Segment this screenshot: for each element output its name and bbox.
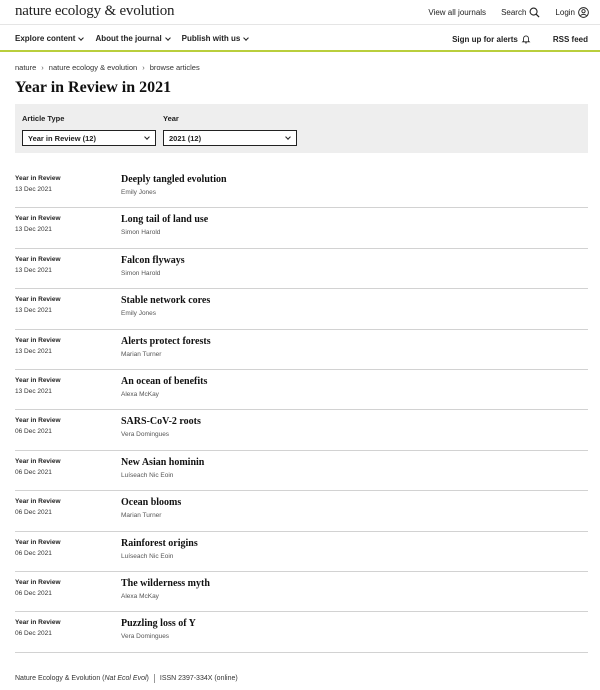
article-title-link[interactable]: Falcon flyways bbox=[121, 254, 185, 266]
login-button[interactable] bbox=[555, 7, 589, 18]
year-label: Year bbox=[163, 114, 179, 123]
top-bar bbox=[0, 0, 600, 25]
article-title-link[interactable]: Long tail of land use bbox=[121, 214, 209, 226]
article-title-link[interactable]: Deeply tangled evolution bbox=[121, 174, 227, 185]
article-row bbox=[15, 249, 588, 289]
article-type: Year in Review bbox=[15, 498, 61, 506]
article-title-link[interactable]: An ocean of benefits bbox=[121, 375, 208, 387]
year-value: 2021 (12) bbox=[169, 134, 202, 143]
article-row bbox=[15, 532, 588, 572]
article-type: Year in Review bbox=[15, 175, 61, 182]
user-icon bbox=[578, 7, 589, 18]
search-button[interactable] bbox=[501, 7, 540, 18]
article-date: 13 Dec 2021 bbox=[15, 387, 52, 395]
article-row bbox=[15, 572, 588, 612]
breadcrumb-current: browse articles bbox=[149, 63, 200, 72]
publish-label: Publish with us bbox=[181, 34, 241, 43]
article-type-select[interactable] bbox=[22, 130, 156, 146]
footer-abbrev-close: ) bbox=[146, 675, 149, 682]
rss-feed-link[interactable] bbox=[553, 35, 588, 44]
view-all-journals-link[interactable] bbox=[428, 8, 486, 17]
article-type: Year in Review bbox=[15, 296, 61, 304]
article-author-link[interactable]: Alexa McKay bbox=[121, 390, 159, 398]
article-date: 06 Dec 2021 bbox=[15, 630, 52, 638]
login-label: Login bbox=[555, 8, 575, 17]
article-type: Year in Review bbox=[15, 538, 61, 546]
journal-logo[interactable]: nature ecology & evolution bbox=[15, 3, 175, 19]
article-author-link[interactable]: Luíseach Nic Eoin bbox=[121, 552, 174, 560]
chevron-down-icon bbox=[244, 35, 250, 41]
footer-abbrev: Nat Ecol Evol bbox=[104, 675, 147, 682]
top-links bbox=[428, 7, 589, 18]
article-row bbox=[15, 168, 588, 208]
article-type-value: Year in Review (12) bbox=[28, 134, 96, 143]
breadcrumb-item[interactable]: nature ecology & evolution bbox=[48, 63, 138, 72]
article-row bbox=[15, 370, 588, 410]
article-author-link[interactable]: Marian Turner bbox=[121, 512, 162, 520]
article-row bbox=[15, 410, 588, 450]
article-author-link[interactable]: Marian Turner bbox=[121, 350, 162, 358]
main-nav bbox=[0, 26, 600, 52]
article-date: 06 Dec 2021 bbox=[15, 428, 52, 436]
nav-menus bbox=[15, 34, 260, 43]
article-title-link[interactable]: Stable network cores bbox=[121, 295, 211, 307]
article-title-link[interactable]: The wilderness myth bbox=[121, 577, 210, 589]
article-date: 06 Dec 2021 bbox=[15, 509, 52, 517]
article-author-link[interactable]: Luíseach Nic Eoin bbox=[121, 471, 174, 479]
article-type: Year in Review bbox=[15, 336, 61, 344]
article-type: Year in Review bbox=[15, 457, 61, 465]
sign-up-alerts-label: Sign up for alerts bbox=[452, 34, 518, 44]
footer-abbrev-open: ( bbox=[100, 675, 105, 682]
breadcrumb bbox=[15, 63, 200, 72]
nav-actions bbox=[452, 34, 588, 44]
bell-icon bbox=[521, 34, 531, 44]
divider bbox=[154, 674, 155, 683]
article-title-link[interactable]: Rainforest origins bbox=[121, 537, 198, 549]
explore-content-menu[interactable] bbox=[15, 34, 83, 43]
year-select[interactable] bbox=[163, 130, 297, 146]
article-row bbox=[15, 491, 588, 531]
article-author-link[interactable]: Simon Harold bbox=[121, 229, 161, 237]
about-journal-menu[interactable] bbox=[95, 34, 169, 43]
year-filter bbox=[163, 114, 297, 146]
breadcrumb-item[interactable]: nature bbox=[15, 63, 37, 72]
chevron-down-icon bbox=[144, 134, 150, 140]
article-date: 13 Dec 2021 bbox=[15, 307, 52, 315]
article-list bbox=[15, 168, 588, 653]
article-title-link[interactable]: Ocean blooms bbox=[121, 497, 182, 509]
article-date: 13 Dec 2021 bbox=[15, 226, 52, 234]
chevron-down-icon bbox=[285, 134, 291, 140]
about-journal-label: About the journal bbox=[95, 34, 162, 43]
article-type-filter bbox=[22, 114, 156, 146]
article-row bbox=[15, 612, 588, 652]
view-all-journals-label: View all journals bbox=[428, 8, 487, 17]
article-row bbox=[15, 208, 588, 248]
article-author-link[interactable]: Emily Jones bbox=[121, 310, 157, 318]
footer-journal-name: Nature Ecology & Evolution bbox=[15, 675, 101, 682]
article-row bbox=[15, 330, 588, 370]
article-author-link[interactable]: Vera Domingues bbox=[121, 633, 170, 641]
article-title-link[interactable]: New Asian hominin bbox=[121, 456, 205, 468]
footer-issn: ISSN 2397-334X (online) bbox=[159, 675, 238, 682]
article-date: 13 Dec 2021 bbox=[15, 186, 52, 193]
article-row bbox=[15, 289, 588, 329]
article-type: Year in Review bbox=[15, 619, 61, 627]
article-title-link[interactable]: Puzzling loss of Y bbox=[121, 618, 196, 630]
filter-panel bbox=[15, 104, 588, 153]
article-author-link[interactable]: Vera Domingues bbox=[121, 431, 170, 439]
article-date: 06 Dec 2021 bbox=[15, 468, 52, 476]
explore-content-label: Explore content bbox=[15, 34, 76, 43]
article-date: 06 Dec 2021 bbox=[15, 549, 52, 557]
article-author-link[interactable]: Simon Harold bbox=[121, 269, 161, 277]
search-icon bbox=[529, 7, 540, 18]
chevron-right-icon: › bbox=[41, 63, 44, 72]
footer bbox=[15, 674, 238, 683]
article-type: Year in Review bbox=[15, 417, 61, 425]
article-type-label: Article Type bbox=[22, 114, 65, 123]
article-title-link[interactable]: SARS-CoV-2 roots bbox=[121, 416, 201, 428]
article-title-link[interactable]: Alerts protect forests bbox=[121, 335, 211, 347]
chevron-right-icon: › bbox=[142, 63, 145, 72]
article-date: 06 Dec 2021 bbox=[15, 589, 52, 597]
publish-with-us-menu[interactable] bbox=[182, 34, 249, 43]
search-label: Search bbox=[501, 8, 527, 17]
article-author-link[interactable]: Alexa McKay bbox=[121, 592, 159, 600]
article-author-link[interactable]: Emily Jones bbox=[121, 189, 157, 196]
article-row bbox=[15, 451, 588, 491]
page-title: Year in Review in 2021 bbox=[15, 79, 172, 96]
chevron-down-icon bbox=[79, 35, 85, 41]
sign-up-alerts-link[interactable] bbox=[452, 34, 531, 44]
chevron-down-icon bbox=[165, 35, 171, 41]
article-type: Year in Review bbox=[15, 376, 61, 384]
article-type: Year in Review bbox=[15, 255, 61, 263]
rss-feed-label: RSS feed bbox=[552, 34, 588, 44]
article-type: Year in Review bbox=[15, 578, 61, 586]
article-date: 13 Dec 2021 bbox=[15, 266, 52, 274]
article-type: Year in Review bbox=[15, 215, 61, 223]
article-date: 13 Dec 2021 bbox=[15, 347, 52, 355]
